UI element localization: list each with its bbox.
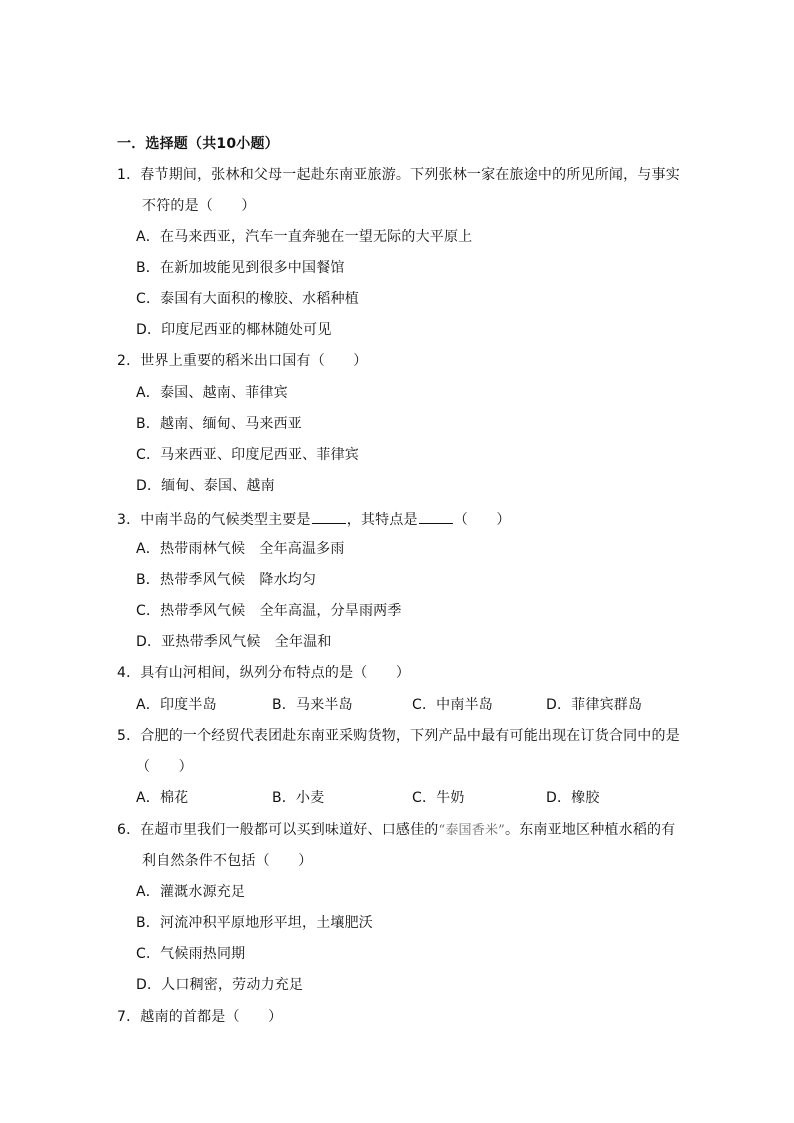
question-6-option-b: B．河流冲积平原地形平坦，土壤肥沃 (136, 915, 374, 931)
question-5-option-b: B．小麦 (272, 790, 325, 806)
question-3-option-b: B．热带季风气候 降水均匀 (136, 572, 317, 588)
question-6-stem-cont: 利自然条件不包括（ ） (142, 853, 313, 869)
question-5-option-c: C．牛奶 (412, 790, 465, 806)
question-4-option-c: C．中南半岛 (412, 697, 493, 713)
question-5-option-a: A．棉花 (136, 790, 189, 806)
question-3-option-a: A．热带雨林气候 全年高温多雨 (136, 541, 345, 557)
question-5-stem: 5．合肥的一个经贸代表团赴东南亚采购货物，下列产品中最有可能出现在订货合同中的是 (117, 728, 680, 744)
section-title: 一．选择题（共10小题） (117, 136, 279, 152)
question-2-option-a: A．泰国、越南、菲律宾 (136, 385, 288, 401)
question-6-option-a: A．灌溉水源充足 (136, 884, 246, 900)
question-4-option-b: B．马来半岛 (272, 697, 353, 713)
question-2-option-b: B．越南、缅甸、马来西亚 (136, 416, 303, 432)
question-1-stem-cont: 不符的是（ ） (142, 198, 256, 214)
question-3-stem-part3: （ ） (453, 512, 511, 528)
question-2-option-d: D．缅甸、泰国、越南 (136, 478, 275, 494)
question-3-option-c: C．热带季风气候 全年高温，分旱雨两季 (136, 603, 402, 619)
question-4-option-d: D．菲律宾群岛 (546, 697, 643, 713)
question-2-stem: 2．世界上重要的稻米出口国有（ ） (117, 353, 368, 369)
question-2-option-c: C．马来西亚、印度尼西亚、菲律宾 (136, 447, 359, 463)
question-1-option-c: C．泰国有大面积的橡胶、水稻种植 (136, 291, 359, 307)
question-3-stem-part1: 3．中南半岛的气候类型主要是 (117, 512, 311, 528)
question-1-option-b: B．在新加坡能见到很多中国餐馆 (136, 260, 345, 276)
question-5-option-d: D．橡胶 (546, 790, 600, 806)
question-6-stem-part2: 。东南亚地区种植水稻的有 (505, 822, 676, 838)
question-4-stem: 4．具有山河相间，纵列分布特点的是（ ） (117, 665, 411, 681)
question-7-stem: 7．越南的首都是（ ） (117, 1009, 283, 1025)
question-5-stem-cont: （ ） (136, 759, 193, 775)
question-1-stem: 1．春节期间，张林和父母一起赴东南亚旅游。下列张林一家在旅途中的所见所闻，与事实 (117, 167, 680, 183)
question-6-option-d: D．人口稠密，劳动力充足 (136, 977, 304, 993)
question-6-option-c: C．气候雨热同期 (136, 946, 246, 962)
question-3-stem (117, 509, 511, 528)
question-6-stem (117, 822, 675, 839)
answer-blank-2 (419, 509, 453, 524)
question-3-stem-part2: ，其特点是 (346, 512, 418, 528)
question-6-stem-part1: 6．在超市里我们一般都可以买到味道好、口感佳的 (117, 822, 439, 838)
question-1-option-d: D．印度尼西亚的椰林随处可见 (136, 322, 332, 338)
question-4-option-a: A．印度半岛 (136, 697, 217, 713)
question-3-option-d: D．亚热带季风气候 全年温和 (136, 634, 332, 650)
question-6-highlight: “泰国香米” (438, 823, 506, 838)
answer-blank-1 (312, 509, 346, 524)
question-1-option-a: A．在马来西亚，汽车一直奔驰在一望无际的大平原上 (136, 229, 473, 245)
